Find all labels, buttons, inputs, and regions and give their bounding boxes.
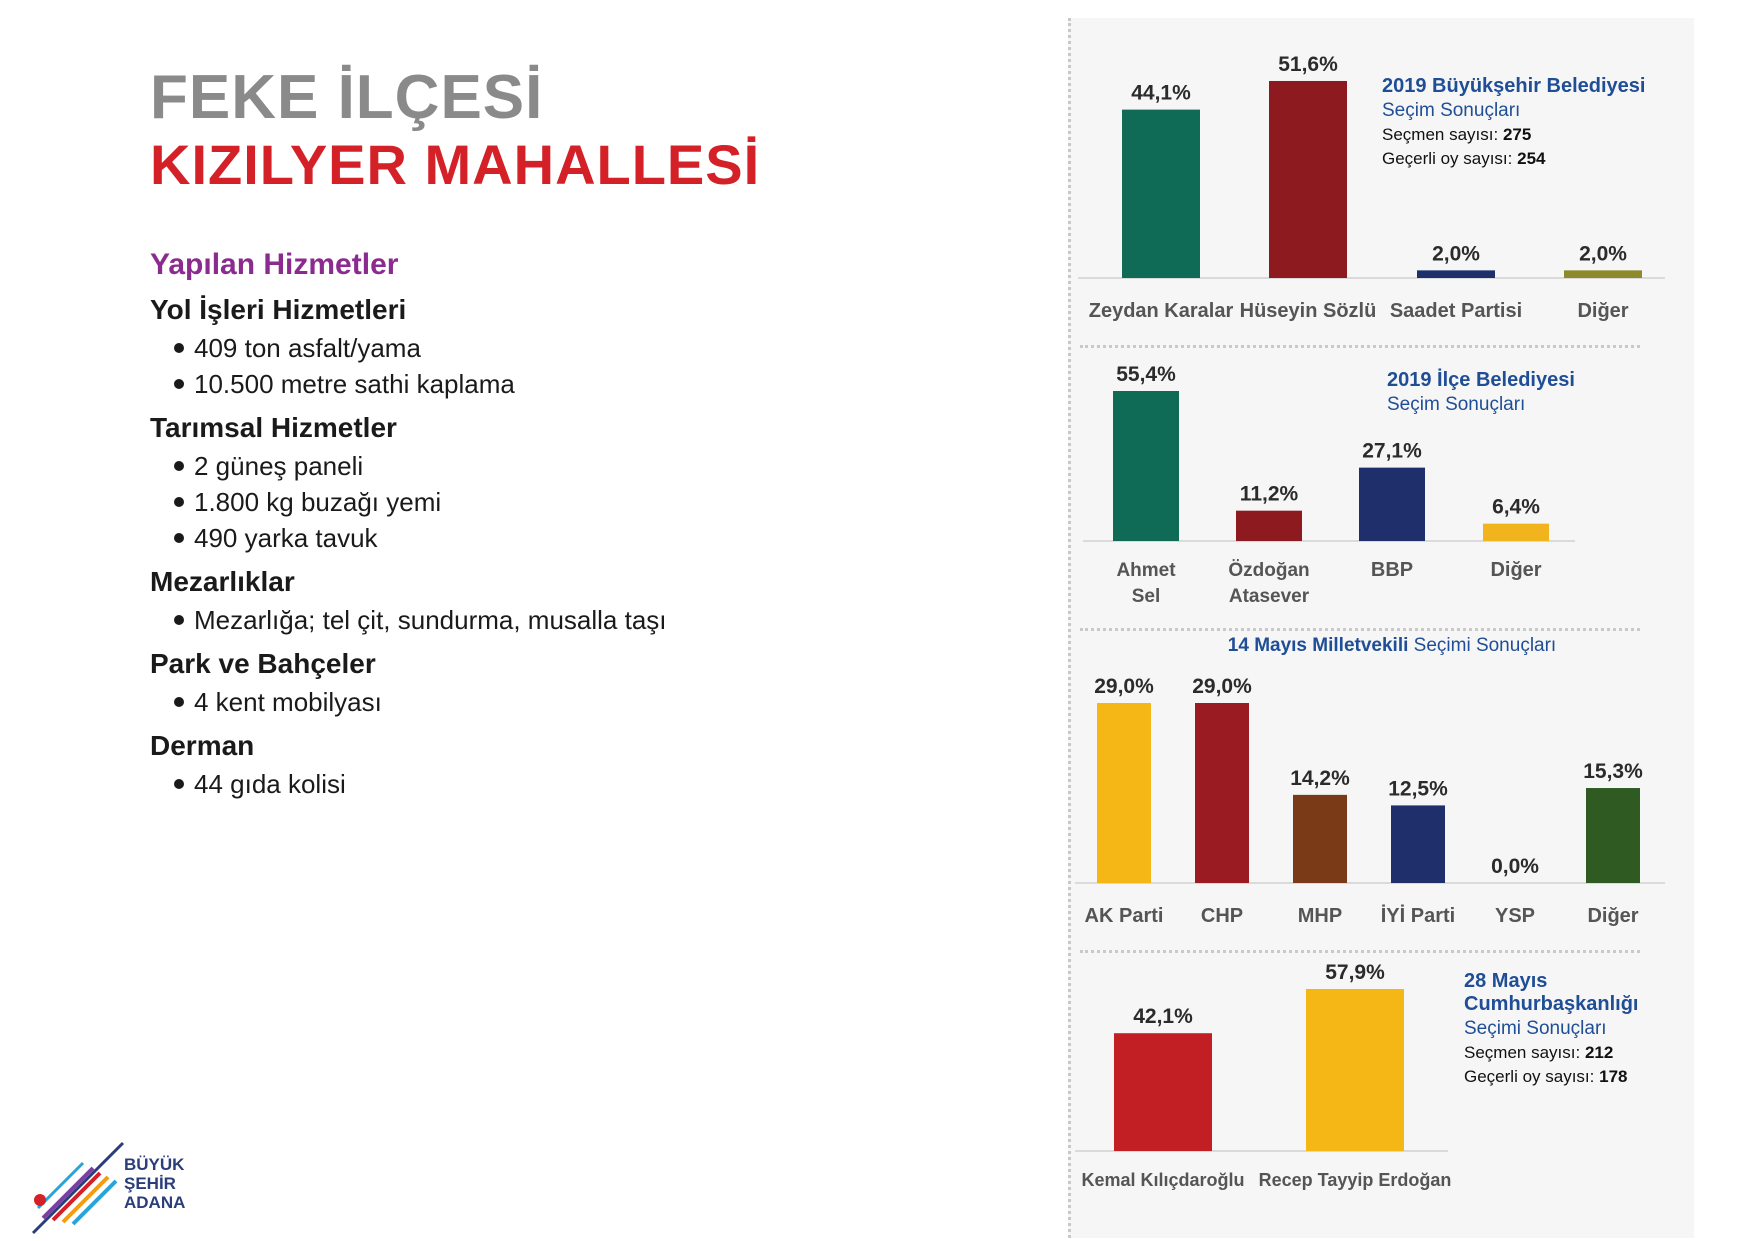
service-item — [174, 366, 950, 402]
bullet-icon — [174, 461, 184, 471]
logo-text-line3: ADANA — [124, 1193, 186, 1212]
chart-subtitle: Seçim Sonuçları — [1387, 394, 1526, 415]
chart-bar — [1236, 511, 1302, 541]
chart-category-label: Özdoğan — [1228, 560, 1310, 581]
chart-data-label: 55,4% — [1116, 363, 1176, 386]
service-item-text: 10.500 metre sathi kaplama — [194, 369, 515, 399]
service-category — [150, 412, 950, 556]
page-title-district: FEKE İLÇESİ — [150, 63, 544, 132]
bullet-icon — [174, 697, 184, 707]
logo-text-line2: ŞEHİR — [124, 1174, 176, 1193]
chart-title: 28 Mayıs — [1464, 970, 1548, 992]
chart-category-label: Saadet Partisi — [1389, 300, 1523, 322]
bullet-icon — [174, 615, 184, 625]
bullet-icon — [174, 379, 184, 389]
chart-bar — [1483, 524, 1549, 541]
chart-data-label: 14,2% — [1290, 766, 1350, 790]
service-item — [174, 520, 950, 556]
chart-stat — [1382, 149, 1546, 168]
chart-data-label: 0,0% — [1491, 855, 1539, 878]
service-category — [150, 566, 950, 638]
service-item — [174, 448, 950, 484]
chart-title-line2: Cumhurbaşkanlığı — [1464, 993, 1639, 1015]
chart-category-label: Kemal Kılıçdaroğlu — [1081, 1170, 1245, 1190]
chart-stat-label: Seçmen sayısı: — [1382, 125, 1503, 144]
chart-bar — [1113, 391, 1179, 541]
chart-data-label: 27,1% — [1362, 439, 1422, 463]
chart-data-label: 57,9% — [1325, 961, 1385, 984]
service-item-text: 2 güneş paneli — [194, 451, 364, 481]
chart-data-label: 51,6% — [1278, 52, 1338, 76]
chart-title: 2019 İlçe Belediyesi — [1387, 369, 1575, 391]
service-item-text: Mezarlığa; tel çit, sundurma, musalla taşı — [194, 605, 667, 635]
chart-category-label: Sel — [1131, 586, 1161, 607]
service-item — [174, 330, 950, 366]
service-item — [174, 766, 950, 802]
service-category — [150, 730, 950, 802]
chart-data-label: 29,0% — [1094, 675, 1154, 698]
logo-text-line1: BÜYÜK — [124, 1155, 185, 1174]
page-title-neighborhood: KIZILYER MAHALLESİ — [150, 133, 761, 196]
chart-category-label: Zeydan Karalar — [1088, 300, 1234, 322]
chart-stat-value: 212 — [1584, 1043, 1614, 1062]
service-item — [174, 684, 950, 720]
chart-stat-label: Geçerli oy sayısı: — [1464, 1067, 1600, 1086]
service-category-title: Tarımsal Hizmetler — [150, 412, 397, 443]
service-item-text: 1.800 kg buzağı yemi — [194, 487, 442, 517]
chart-subtitle: Seçimi Sonuçları — [1413, 635, 1557, 656]
chart-bar — [1586, 788, 1640, 883]
chart-category-label: MHP — [1297, 905, 1343, 927]
chart-category-label: Recep Tayyip Erdoğan — [1258, 1170, 1452, 1190]
logo-stripes-icon — [33, 1143, 123, 1233]
chart-category-label: İYİ Parti — [1380, 905, 1456, 927]
chart-stat-label: Seçmen sayısı: — [1464, 1043, 1585, 1062]
logo-emblem-icon — [34, 1194, 46, 1206]
election-charts — [1068, 18, 1694, 1238]
chart-category-label: BBP — [1370, 559, 1414, 581]
chart-bar — [1417, 270, 1495, 278]
chart-category-label: Atasever — [1228, 586, 1310, 607]
service-item-text: 409 ton asfalt/yama — [194, 333, 421, 363]
chart-bar — [1359, 468, 1425, 541]
services-heading: Yapılan Hizmetler — [150, 248, 399, 281]
chart-stat-value: 178 — [1599, 1067, 1628, 1086]
chart-bar — [1293, 795, 1347, 883]
chart-data-label: 2,0% — [1579, 242, 1627, 266]
chart-data-label: 29,0% — [1192, 675, 1252, 698]
service-item — [174, 484, 950, 520]
chart-bar — [1195, 703, 1249, 883]
chart-category-label: YSP — [1494, 905, 1536, 927]
service-item-text: 44 gıda kolisi — [194, 769, 346, 799]
chart-stat-label: Geçerli oy sayısı: — [1382, 149, 1518, 168]
chart-category-label: Diğer — [1490, 559, 1542, 581]
bullet-icon — [174, 779, 184, 789]
chart-data-label: 44,1% — [1131, 81, 1191, 105]
chart-data-label: 12,5% — [1388, 777, 1448, 801]
chart-bar — [1306, 989, 1404, 1151]
bullet-icon — [174, 533, 184, 543]
service-item-text: 490 yarka tavuk — [194, 523, 378, 553]
chart-category-label: Diğer — [1587, 905, 1639, 927]
services-categories — [150, 294, 950, 802]
chart-category-label: Diğer — [1577, 300, 1629, 322]
chart-bar — [1269, 81, 1347, 278]
chart-bar — [1122, 110, 1200, 278]
chart-category-label: Ahmet — [1116, 560, 1176, 581]
chart-data-label: 15,3% — [1583, 760, 1643, 784]
chart-title-bold: 14 Mayıs Milletvekili — [1227, 635, 1414, 656]
chart-stat — [1464, 1043, 1613, 1062]
chart-category-label: CHP — [1200, 905, 1244, 927]
service-category-title: Park ve Bahçeler — [150, 648, 376, 679]
chart-bar — [1391, 805, 1445, 883]
chart-subtitle: Seçim Sonuçları — [1382, 100, 1521, 121]
chart-data-label: 2,0% — [1432, 242, 1480, 266]
service-item-text: 4 kent mobilyası — [194, 687, 382, 717]
services-section — [150, 248, 950, 802]
chart-title — [1228, 635, 1556, 656]
chart-bar — [1564, 270, 1642, 278]
chart-stat — [1382, 125, 1531, 144]
chart-stat — [1464, 1067, 1627, 1086]
service-item — [174, 602, 950, 638]
logo-text — [124, 1155, 185, 1212]
service-category — [150, 294, 950, 402]
bullet-icon — [174, 343, 184, 353]
chart-bar — [1097, 703, 1151, 883]
chart-data-label: 11,2% — [1239, 482, 1299, 506]
service-category-title: Derman — [150, 730, 255, 761]
service-category-title: Mezarlıklar — [150, 566, 295, 597]
chart-data-label: 42,1% — [1133, 1005, 1193, 1029]
bullet-icon — [174, 497, 184, 507]
chart-title: 2019 Büyükşehir Belediyesi — [1382, 75, 1646, 97]
service-category-title: Yol İşleri Hizmetleri — [150, 294, 407, 325]
chart-stat-value: 275 — [1502, 125, 1532, 144]
chart-stat-value: 254 — [1517, 149, 1546, 168]
chart-bar — [1114, 1033, 1212, 1151]
chart-category-label: Hüseyin Sözlü — [1239, 300, 1377, 322]
chart-data-label: 6,4% — [1492, 495, 1540, 519]
chart-category-label: AK Parti — [1084, 905, 1164, 927]
chart-subtitle: Seçimi Sonuçları — [1464, 1018, 1607, 1039]
service-category — [150, 648, 950, 720]
